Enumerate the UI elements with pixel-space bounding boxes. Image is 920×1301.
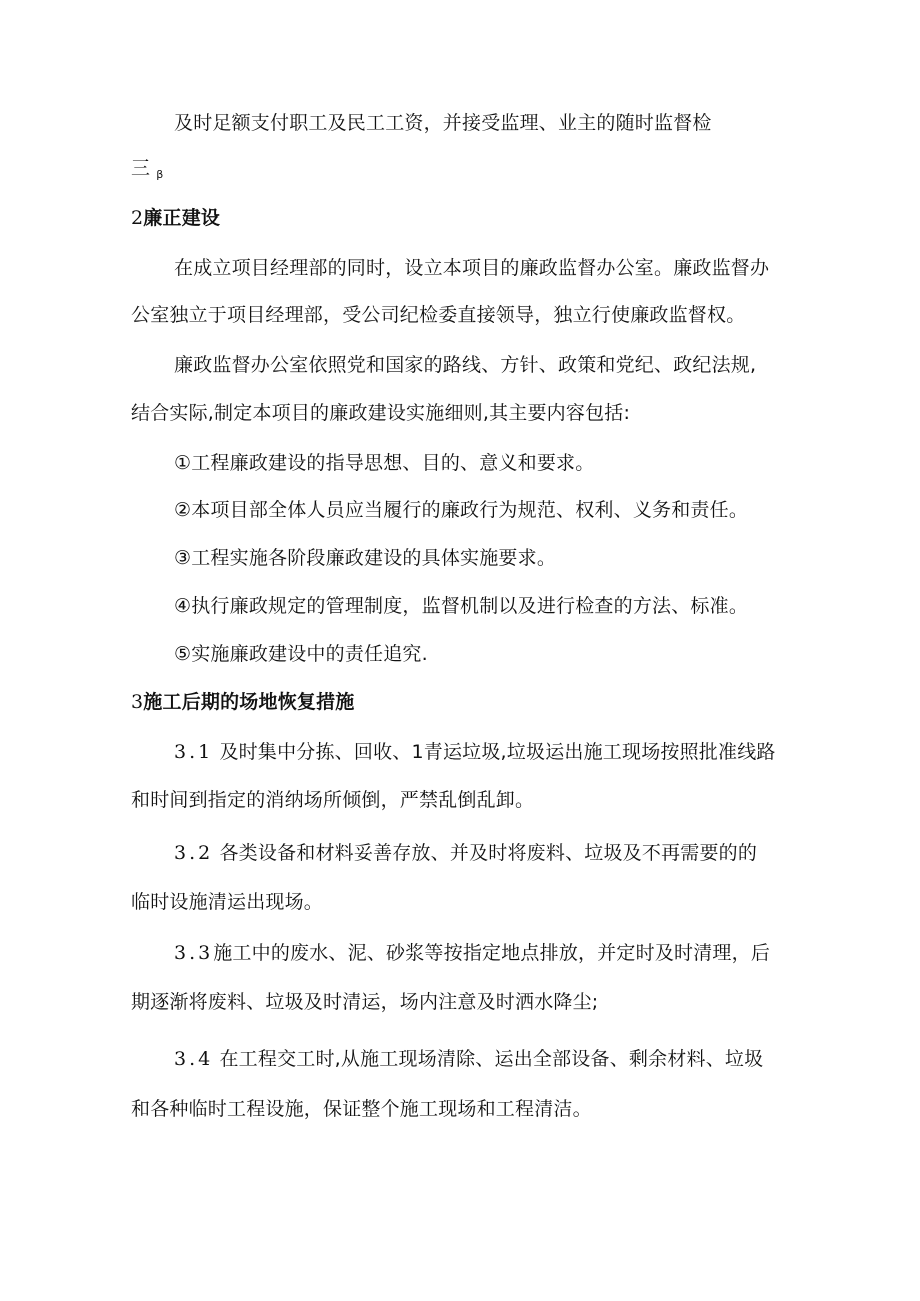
paragraph-3-2-line-2: 临时设施清运出现场。 (131, 891, 324, 913)
section-2-paragraph-2-line-2: 结合实际,制定本项目的廉政建设实施细则,其主要内容包括: (131, 402, 631, 424)
paragraph-3-1-number: 3.1 (174, 741, 214, 763)
fragment-subscript: β (156, 168, 164, 181)
section-3-number: 3 (131, 691, 144, 713)
section-2-title: 廉正建设 (143, 207, 221, 229)
paragraph-3-1-line-2: 和时间到指定的消纳场所倾倒，严禁乱倒乱卸。 (131, 789, 535, 811)
paragraph-3-3-line-2: 期逐渐将废料、垃圾及时清运，场内注意及时洒水降尘; (131, 991, 599, 1013)
paragraph-3-4-number: 3.4 (174, 1048, 214, 1070)
list-item: ①工程廉政建设的指导思想、目的、意义和要求。 (174, 452, 595, 474)
paragraph-3-1-line-1 (174, 740, 776, 764)
list-item: ③工程实施各阶段廉政建设的具体实施要求。 (174, 547, 557, 569)
section-3-heading (131, 690, 355, 714)
paragraph-top-line-1: 及时足额支付职工及民工工资，并接受监理、业主的随时监督检 (174, 112, 712, 134)
section-2-number: 2 (131, 207, 144, 229)
section-2-paragraph-1-line-2: 公室独立于项目经理部，受公司纪检委直接领导，独立行使廉政监督权。 (131, 304, 746, 326)
paragraph-3-1-text: 及时集中分拣、回收、1青运垃圾,垃圾运出施工现场按照批准线路 (219, 741, 776, 763)
section-2-heading (131, 206, 220, 230)
paragraph-3-4-line-2: 和各种临时工程设施，保证整个施工现场和工程清洁。 (131, 1098, 592, 1120)
section-3-title: 施工后期的场地恢复措施 (143, 691, 355, 713)
section-2-paragraph-2-line-1: 廉政监督办公室依照党和国家的路线、方针、政策和党纪、政纪法规, (174, 354, 757, 376)
paragraph-top-line-2 (131, 156, 163, 187)
paragraph-3-2-number: 3.2 (174, 842, 214, 864)
paragraph-3-3-text: 施工中的废水、泥、砂浆等按指定地点排放，并定时及时清理，后 (213, 942, 771, 964)
paragraph-3-4-line-1 (174, 1047, 763, 1071)
paragraph-3-3-line-1 (174, 941, 770, 965)
fragment-text: 三 (131, 157, 151, 179)
paragraph-3-2-line-1 (174, 841, 757, 865)
paragraph-3-4-text: 在工程交工时,从施工现场清除、运出全部设备、剩余材料、垃圾 (219, 1048, 764, 1070)
section-2-paragraph-1-line-1: 在成立项目经理部的同时，设立本项目的廉政监督办公室。廉政监督办 (174, 257, 770, 279)
list-item: ④执行廉政规定的管理制度，监督机制以及进行检查的方法、标准。 (174, 595, 749, 617)
list-item: ⑤实施廉政建设中的责任追究. (174, 643, 428, 665)
paragraph-3-3-number: 3.3 (174, 942, 214, 964)
paragraph-3-2-text: 各类设备和材料妥善存放、并及时将废料、垃圾及不再需要的的 (219, 842, 758, 864)
list-item: ②本项目部全体人员应当履行的廉政行为规范、权利、义务和责任。 (174, 499, 749, 521)
